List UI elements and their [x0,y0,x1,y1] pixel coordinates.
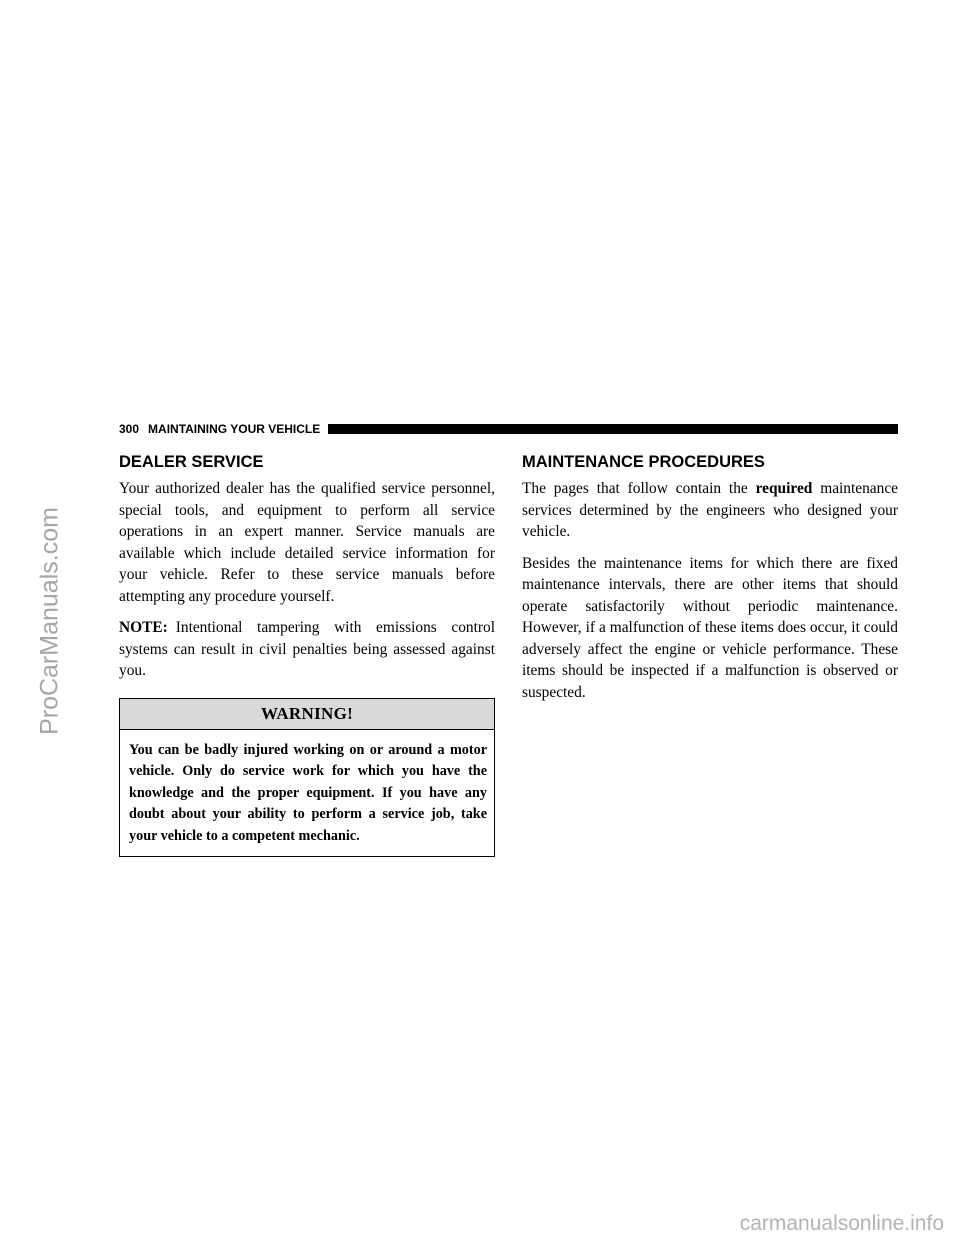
page-number: 300 [119,422,140,436]
footer-url: carmanualsonline.info [739,1212,944,1235]
note-label: NOTE: [119,619,168,636]
warning-body: You can be badly injured working on or around a motor vehicle. Only do service work for which you have the knowledge and the proper equipment. If you have any doubt about your ability to perform a service job, take your vehicle to a competent mechanic. [129,741,487,844]
dealer-service-heading: DEALER SERVICE [119,453,264,471]
p1-before: The pages that follow contain the [522,480,756,497]
header-rule [328,424,898,434]
p1-after: maintenance services determined by the engineers who designed your vehicle. [522,480,898,540]
watermark-text: ProCarManuals.com [35,507,64,735]
dealer-service-paragraph: Your authorized dealer has the qualified service personnel, special tools, and equipment to perform all service operations in an expert manner. Service manuals are available which include detailed service information for your vehicle. Refer to these service manuals before attempting any procedure yourself. [119,480,495,605]
page-header [119,421,898,437]
section-title: MAINTAINING YOUR VEHICLE [148,422,321,436]
warning-box [119,698,495,858]
maintenance-paragraph-2: Besides the maintenance items for which there are fixed maintenance intervals, there are other items that should operate satisfactorily without periodic maintenance. However, if a malfunction of these items does occur, it could adversely affect the engine or vehicle performance. These items should be inspected if a malfunction is observed or suspected. [522,554,898,701]
note-text: Intentional tampering with emissions control systems can result in civil penalties being assessed against you. [119,619,495,679]
note-paragraph [119,617,495,682]
right-column [522,452,898,713]
required-emphasis: required [755,480,813,497]
warning-title: WARNING! [120,699,494,730]
left-column [119,452,495,857]
maintenance-paragraph-1 [522,478,898,543]
maintenance-procedures-heading: MAINTENANCE PROCEDURES [522,453,765,471]
